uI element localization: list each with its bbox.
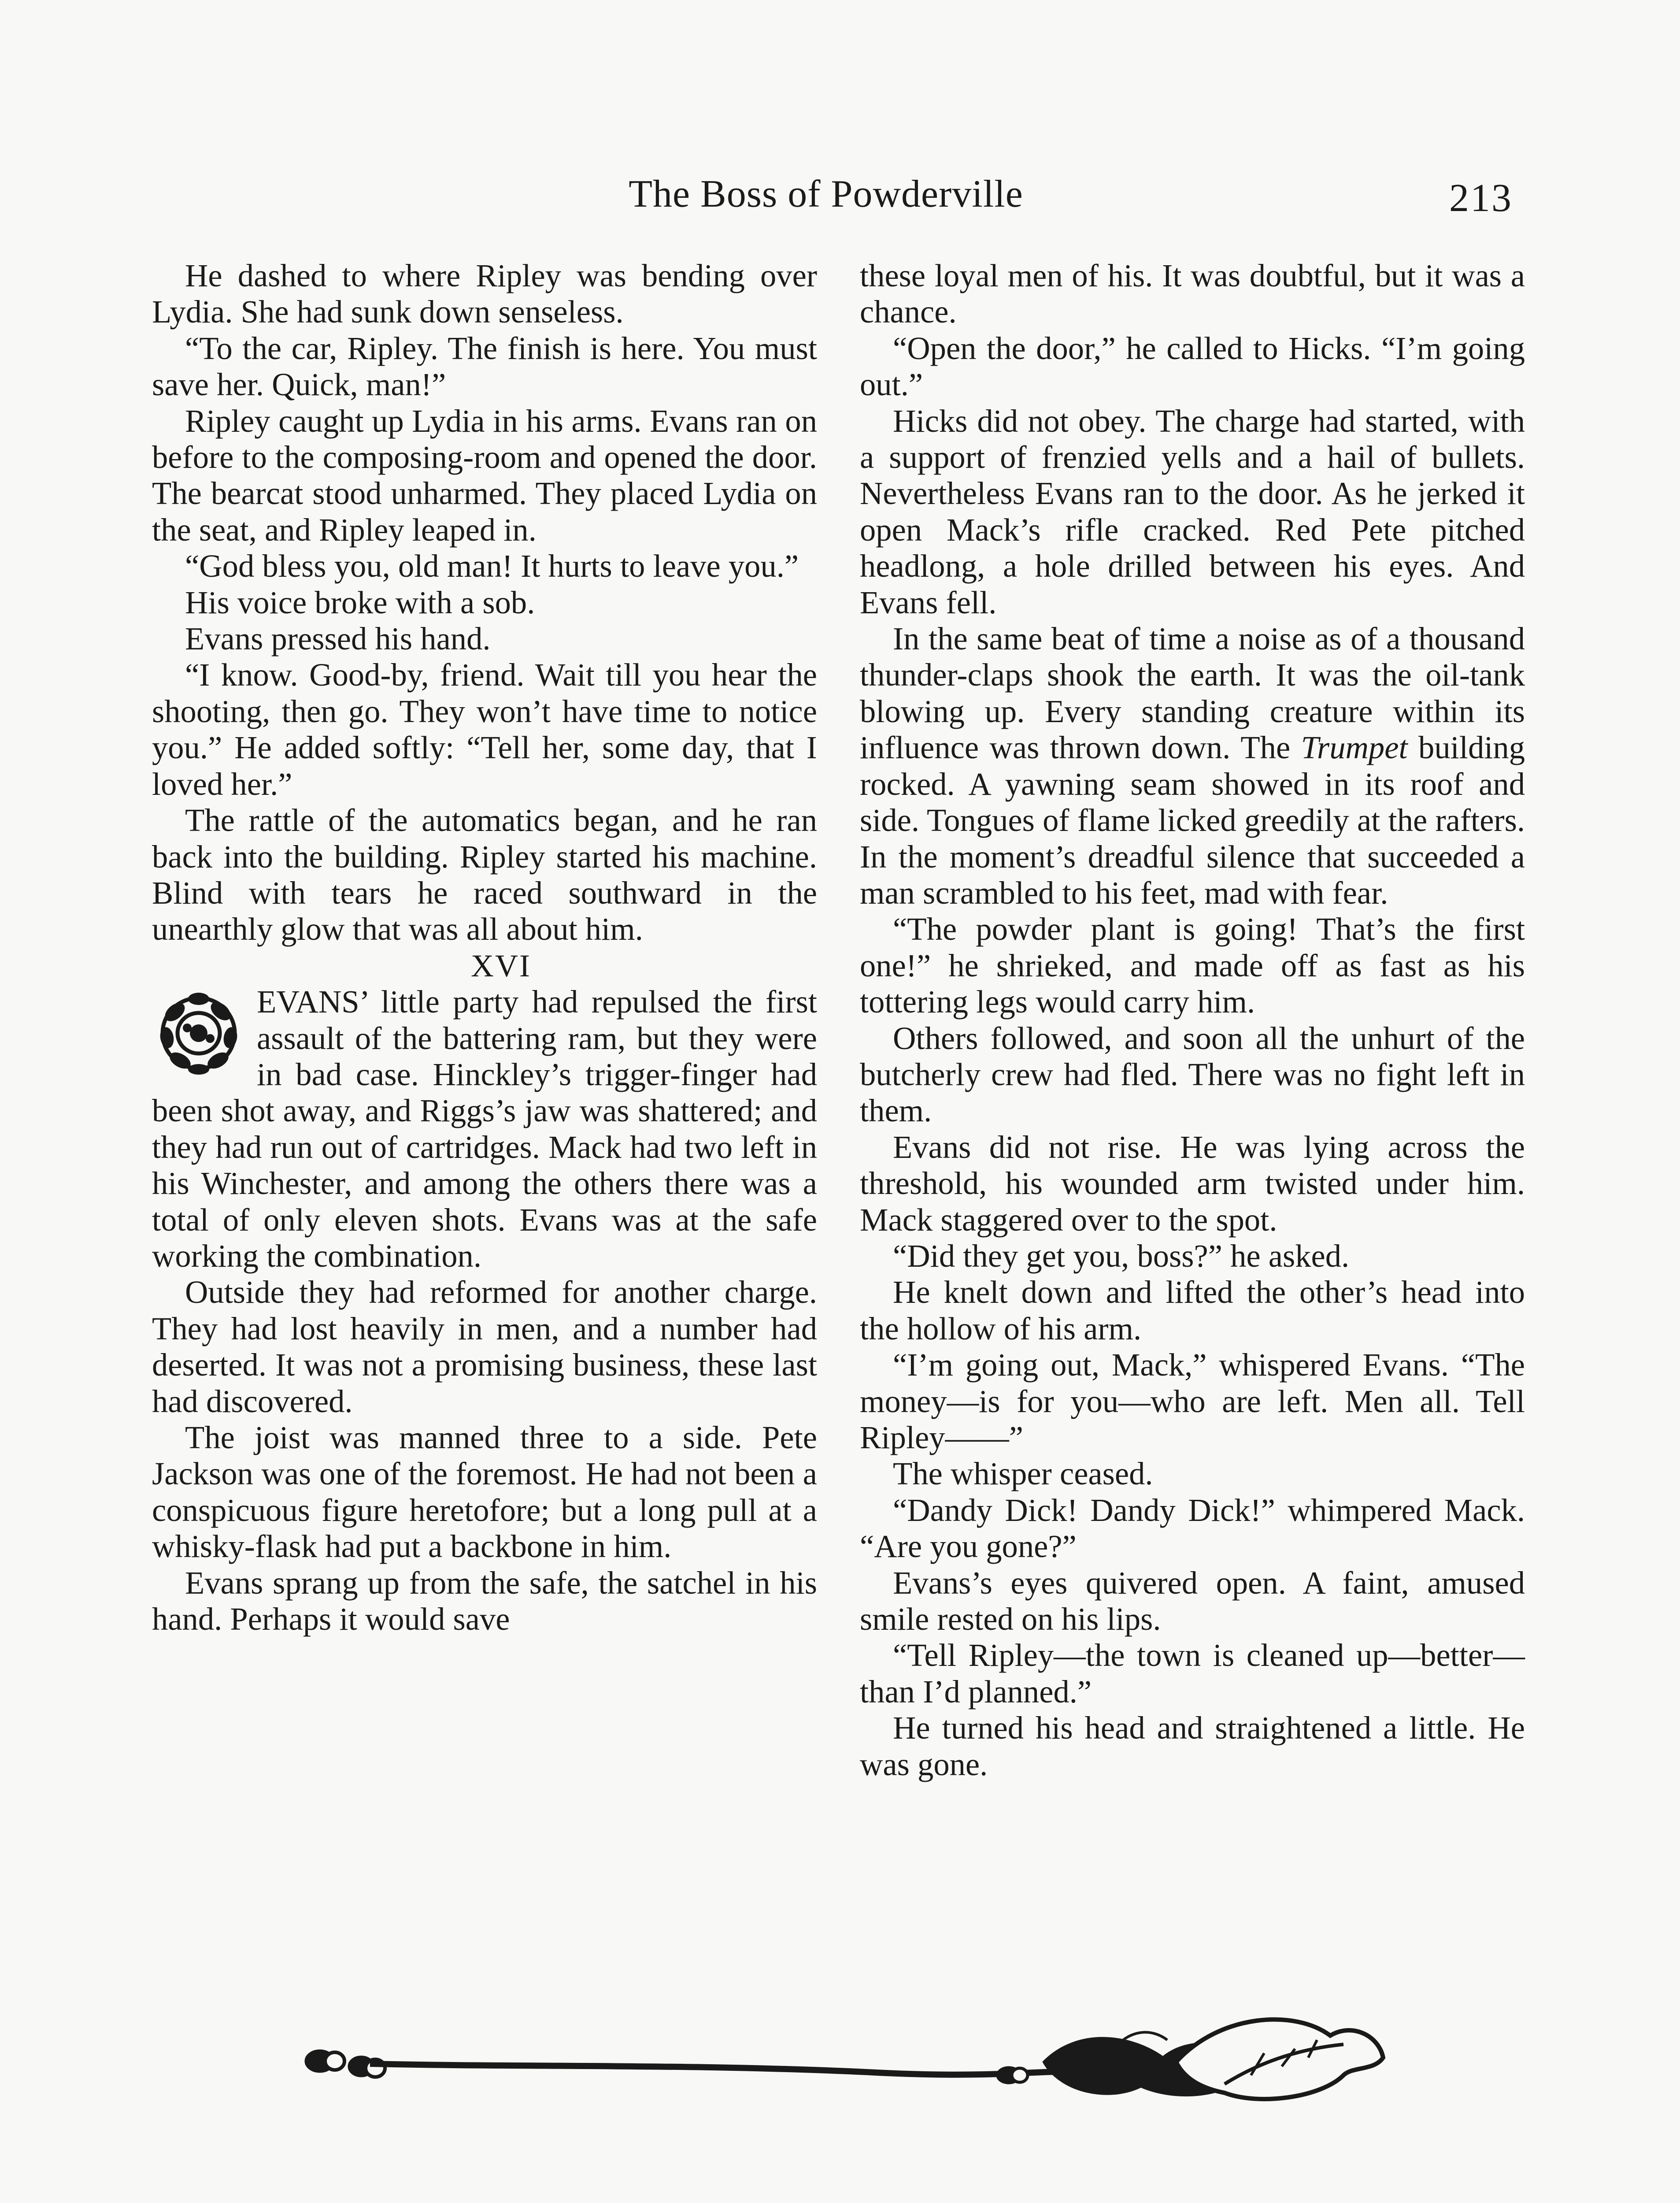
paragraph: “I’m going out, Mack,” whispered Evans. “The money—is for you—who are left. Men all. Tell Ripley——” xyxy=(860,1347,1525,1455)
paragraph: The whisper ceased. xyxy=(893,1456,1153,1492)
oak-branch-ornament-icon xyxy=(304,2009,1388,2110)
paragraph: Evans’s eyes quivered open. A faint, amused smile rested on his lips. xyxy=(860,1565,1525,1637)
paragraph: “Dandy Dick! Dandy Dick!” whimpered Mack. “Are you gone?” xyxy=(860,1492,1525,1565)
running-title: The Boss of Powderville xyxy=(629,173,1023,215)
paragraph: “God bless you, old man! It hurts to leave you.” xyxy=(185,548,799,584)
paragraph: Evans did not rise. He was lying across the threshold, his wounded arm twisted under him. Mack staggered over to the spot. xyxy=(860,1129,1525,1238)
paragraph: “The powder plant is going! That’s the first one!” he shrieked, and made off as fast as his tottering legs would carry him. xyxy=(860,911,1525,1020)
paragraph: The joist was manned three to a side. Pete Jackson was one of the foremost. He had not been a conspicuous figure heretofore; but a long pull at a whisky-flask had put a backbone in him. xyxy=(152,1420,817,1565)
right-column xyxy=(860,258,1525,1783)
paragraph: Others followed, and soon all the unhurt of the butcherly crew had fled. There was no fight left in them. xyxy=(860,1020,1525,1129)
paragraph: “I know. Good-by, friend. Wait till you hear the shooting, then go. They won’t have time to notice you.” He added softly: “Tell her, some day, that I loved her.” xyxy=(152,657,817,802)
paragraph: Evans sprang up from the safe, the satchel in his hand. Perhaps it would save xyxy=(152,1565,817,1637)
paragraph: He knelt down and lifted the other’s head into the hollow of his arm. xyxy=(860,1274,1525,1346)
paragraph: “Tell Ripley—the town is cleaned up—better—than I’d planned.” xyxy=(860,1637,1525,1710)
page-header xyxy=(0,163,1680,229)
paragraph-text: EVANS’ little party had repulsed the first assault of the battering ram, but they were in bad case. Hinckley’s trigger-finger had been shot away, and Riggs’s jaw was shattered; and they had run out of cartridges. Mack had two left in his Winchester, and among the others there was a total of only eleven shots. Evans was at the safe working the combination. xyxy=(152,984,817,1274)
paragraph: His voice broke with a sob. xyxy=(185,584,535,620)
ornamental-wreath-initial-icon xyxy=(149,986,251,1078)
paragraph: “Did they get you, boss?” he asked. xyxy=(893,1238,1350,1274)
chapter-heading: XVI xyxy=(471,948,531,983)
paragraph-text: building rocked. A yawning seam showed in its roof and side. Tongues of flame licked greedily at the rafters. In the moment’s dreadful silence that succeeded a man scrambled to his feet, mad with fear. xyxy=(860,730,1525,911)
paragraph: “Open the door,” he called to Hicks. “I’m going out.” xyxy=(860,330,1525,403)
paragraph: “To the car, Ripley. The finish is here. You must save her. Quick, man!” xyxy=(152,330,817,403)
paragraph xyxy=(860,621,1525,911)
left-column xyxy=(152,258,817,1637)
paragraph: these loyal men of his. It was doubtful, but it was a chance. xyxy=(860,258,1525,330)
paragraph: He dashed to where Ripley was bending over Lydia. She had sunk down senseless. xyxy=(152,258,817,330)
page-number: 213 xyxy=(1449,176,1513,220)
paragraph: The rattle of the automatics began, and he ran back into the building. Ripley started his machine. Blind with tears he raced southward in the unearthly glow that was all about him. xyxy=(152,802,817,947)
paragraph: Ripley caught up Lydia in his arms. Evans ran on before to the composing-room and opened the door. The bearcat stood unharmed. They placed Lydia on the seat, and Ripley leaped in. xyxy=(152,403,817,548)
chapter-opening-paragraph xyxy=(152,984,817,1274)
paragraph: Outside they had reformed for another charge. They had lost heavily in men, and a number had deserted. It was not a promising business, these last had discovered. xyxy=(152,1274,817,1419)
paragraph: Evans pressed his hand. xyxy=(185,621,491,657)
newspaper-name: Trumpet xyxy=(1301,730,1408,766)
paragraph: He turned his head and straightened a little. He was gone. xyxy=(860,1710,1525,1782)
paragraph: Hicks did not obey. The charge had started, with a support of frenzied yells and a hail of bullets. Nevertheless Evans ran to the door. As he jerked it open Mack’s rifle cracked. Red Pete pitched headlong, a hole drilled between his eyes. And Evans fell. xyxy=(860,403,1525,620)
paragraph-text: In the same beat of time a noise as of a thousand thunder-claps shook the earth. It was the oil-tank blowing up. Every standing creature within its influence was thrown down. The xyxy=(860,621,1525,766)
